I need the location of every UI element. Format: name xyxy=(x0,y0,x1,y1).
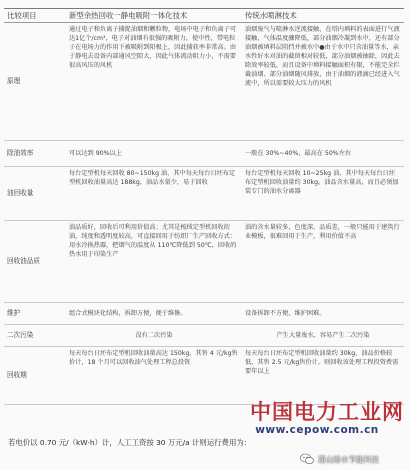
header-old-tech: 传统水喷淋技术 xyxy=(242,9,404,23)
comparison-table xyxy=(4,8,404,405)
footnote-text: 若电价以 0.70 元/（kW·h）计，人工工资按 30 万元/a 计则运行费用为： xyxy=(8,438,252,447)
new-tech-cell: 组合式模块化结构，拆卸方便，便于维修。 xyxy=(66,303,242,325)
table-row xyxy=(4,23,404,141)
new-tech-cell: 没有二次污染 xyxy=(66,325,242,347)
old-tech-cell: 每台定型机每天回收 10~25kg 油，其中每天每台日坯布定型机回收油量约 30kg，油品含水量高，而且必须加装专门的油水分离器 xyxy=(242,167,404,221)
old-tech-cell: 油烟废气与喷淋水逆流接触，在塔内填料的表面进行气液接触，气体温度骤降低，部分油烟冷凝到水中，还有部分油烟被填料层阻挡并被水中●由于水中只含油量等水，亲水性好水对油的截留相对较低，部分油烟被抽除，因此去除效率较低，而且设备中填料接触面积有限，不能完全拦截油烟、部分油烟随风排放，由于油烟的液滴已经进入气流中，所以需要较大压力的风机 xyxy=(242,23,404,141)
table-row xyxy=(4,303,404,325)
old-tech-cell: 油的含水量较多，色度深、品质差，一般只能用于建筑行业模板，很难回用于生产，利用价值不高 xyxy=(242,221,404,303)
header-new-tech: 新型余热回收一静电吸附一体化技术 xyxy=(66,9,242,23)
old-tech-cell: 设备拆卸不方便，维护困难。 xyxy=(242,303,404,325)
watermark-site-title: 中国电力工业网 xyxy=(250,399,404,424)
table-row xyxy=(4,325,404,347)
wechat-watermark xyxy=(300,451,406,467)
old-tech-cell: 产生大量废水，容易产生二次污染 xyxy=(242,325,404,347)
row-label: 原理 xyxy=(4,23,66,141)
wechat-account-name: 蒲山绿水节能科技 xyxy=(318,454,379,464)
new-tech-cell: 每天每台日坯布定型机回收油量高达 150kg，其售 4 元/kg售价计，18 个月可以回收油气处理工程总投资 xyxy=(66,347,242,405)
table-row xyxy=(4,221,404,303)
new-tech-cell: 油品质好，回收后可利用价值高；尤其是梳绒定型机回收的油，纯度和透明度较高，可直接回用于纺织厂生产回收方式：用水冷换热器，把烟气的温度从 110℃降低到 50℃，回收的热水用于印染生产 xyxy=(66,221,242,303)
table-row xyxy=(4,167,404,221)
old-tech-cell: 一般在 30%~40%，最高在 50%左右 xyxy=(242,141,404,167)
table-header-row xyxy=(4,9,404,23)
row-label: 回收油品质 xyxy=(4,221,66,303)
row-label: 除油效率 xyxy=(4,141,66,167)
wechat-icon xyxy=(300,453,314,465)
new-tech-cell: 通过电子和负离子捕捉油烟和颗粒物，电场中电子和负离子可达1亿个/cm³，电子对油烟有很强的吸附力，使中性，带电粒子在电场力的作用下被吸附到阳极上，因此捕获率非常高。由于静电去设备内部通风空隙大，因此气体流动阻力小，不需要很高风压的风机 xyxy=(66,23,242,141)
row-label: 油回收量 xyxy=(4,167,66,221)
row-label: 回收期 xyxy=(4,347,66,405)
header-item: 比较项目 xyxy=(4,9,66,23)
new-tech-cell: 每台定型机每天回收 80~150kg 油，其中每天每台日坯布定型机回收油量高达 188kg，油品水量少，易于回收 xyxy=(66,167,242,221)
table-row xyxy=(4,141,404,167)
new-tech-cell: 可以达到 90%以上 xyxy=(66,141,242,167)
row-label: 二次污染 xyxy=(4,325,66,347)
watermark-site-url: www.cepow.com.cn xyxy=(255,424,379,436)
old-tech-cell: 每天每台日坯布定型机回收油量约 30kg，油品价格较低，其售 2.5 元/kg售价计，则回收该处理工程投资费需要年以上 xyxy=(242,347,404,405)
row-label: 维护 xyxy=(4,303,66,325)
